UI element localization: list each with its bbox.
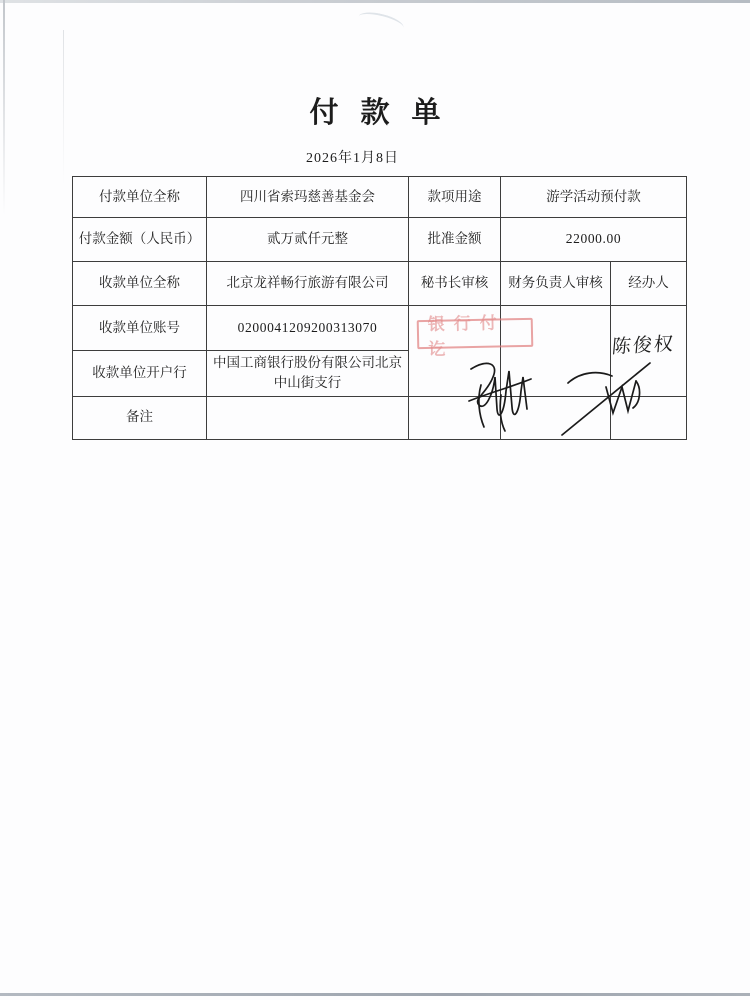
approved-amount-label: 批准金额	[409, 218, 501, 262]
purpose-value: 游学活动预付款	[501, 177, 687, 218]
payee-bank-label: 收款单位开户行	[73, 351, 207, 397]
finance-review-label: 财务负责人审核	[501, 262, 611, 306]
payee-name-label: 收款单位全称	[73, 262, 207, 306]
scan-artifact-scratch	[357, 9, 406, 36]
handler-handwritten-name: 陈俊权	[610, 332, 676, 359]
approved-amount-value: 22000.00	[501, 218, 687, 262]
document-date: 2026年1月8日	[306, 151, 399, 166]
remarks-label: 备注	[73, 396, 207, 439]
purpose-label: 款项用途	[409, 177, 501, 218]
payee-account-value: 0200041209200313070	[207, 306, 409, 351]
payee-name-value: 北京龙祥畅行旅游有限公司	[207, 262, 409, 306]
payee-bank-value: 中国工商银行股份有限公司北京中山街支行	[207, 351, 409, 397]
bank-paid-stamp: 银行付讫	[417, 318, 534, 349]
amount-words-label: 付款金额（人民币）	[73, 218, 207, 262]
payment-voucher-table	[72, 176, 687, 440]
table-row	[73, 177, 687, 218]
scan-edge-bottom	[0, 993, 750, 996]
secretary-review-label: 秘书长审核	[409, 262, 501, 306]
table-row	[73, 306, 687, 351]
payee-account-label: 收款单位账号	[73, 306, 207, 351]
table-row	[73, 218, 687, 262]
remarks-value	[207, 396, 409, 439]
payer-name-label: 付款单位全称	[73, 177, 207, 218]
document-title: 付款单	[309, 97, 463, 129]
scan-edge-top	[0, 0, 750, 3]
amount-words-value: 贰万贰仟元整	[207, 218, 409, 262]
table-row	[73, 262, 687, 306]
handler-label: 经办人	[611, 262, 687, 306]
payer-name-value: 四川省索玛慈善基金会	[207, 177, 409, 218]
